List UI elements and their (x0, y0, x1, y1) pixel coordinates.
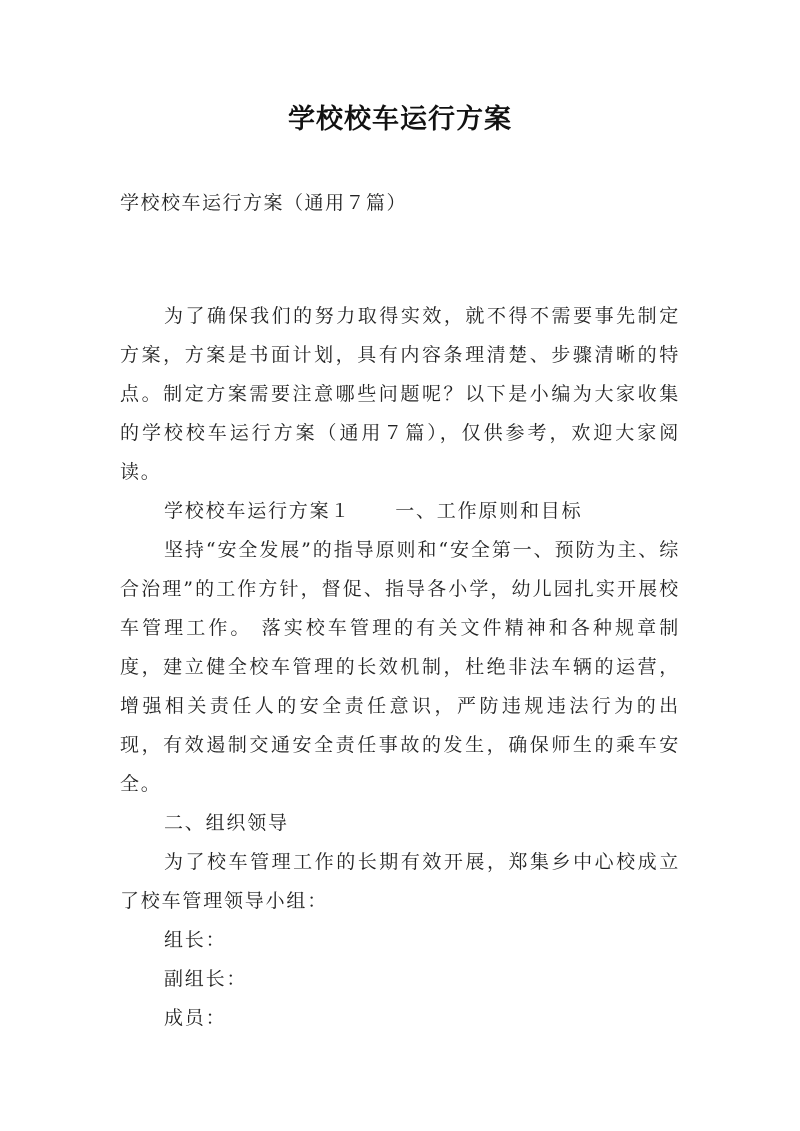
organization-paragraph: 为了校车管理工作的长期有效开展，郑集乡中心校成立了校车管理领导小组： (120, 851, 680, 912)
intro-paragraph: 为了确保我们的努力取得实效，就不得不需要事先制定方案，方案是书面计划，具有内容条理清楚、步骤清晰的特点。制定方案需要注意哪些问题呢？以下是小编为大家收集的学校校车运行方案（通用７篇），仅供参考，欢迎大家阅读。 (120, 305, 680, 483)
section-2-heading: 二、组织领导 (164, 812, 289, 834)
section-1-heading: 一、工作原则和目标 (395, 500, 583, 522)
section-1-label: 学校校车运行方案１ (164, 500, 352, 522)
principle-paragraph: 坚持“安全发展”的指导原则和“安全第一、预防为主、综合治理”的工作方针，督促、指导各小学，幼儿园扎实开展校车管理工作。 落实校车管理的有关文件精神和各种规章制度，建立健全校车管理的长效机制，杜绝非法车辆的运营，增强相关责任人的安全责任意识，严防违规违法行为的出现，有效遏制交通安全责任事故的发生，确保师生的乘车安全。 (120, 539, 680, 795)
section-1-heading-line (120, 492, 680, 531)
leader-line: 组长： (164, 929, 227, 951)
members-line: 成员： (164, 1007, 227, 1029)
document-body (120, 297, 680, 1038)
document-subtitle: 学校校车运行方案（通用７篇） (120, 192, 408, 214)
deputy-leader-line: 副组长： (164, 968, 248, 990)
document-title: 学校校车运行方案 (288, 104, 512, 135)
